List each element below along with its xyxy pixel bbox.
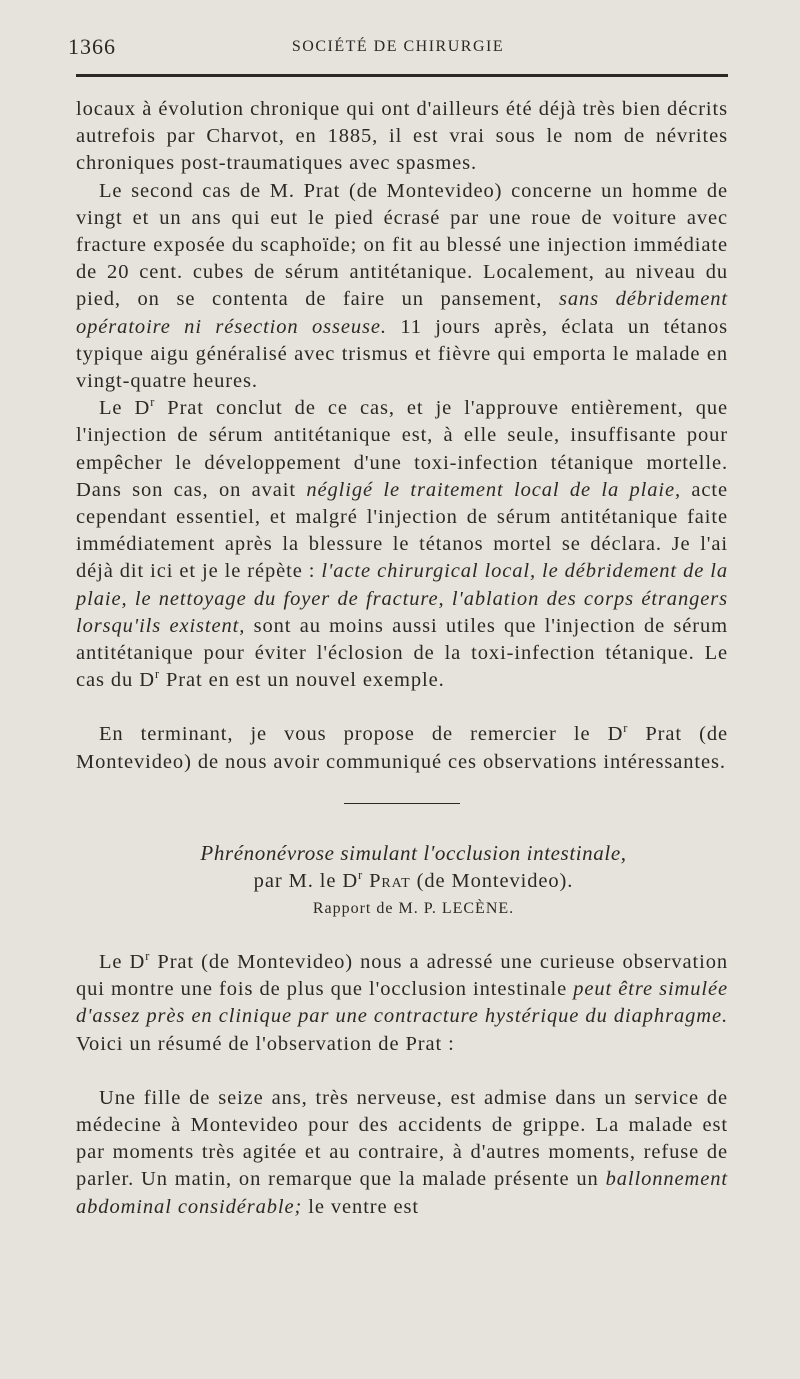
paragraph-4: En terminant, je vous propose de remercier le $D^r$ Prat (de Montevideo) de nous avoir communiqué ces observations intéressantes. [76,721,728,773]
article-title: Phrénonévrose simulant l'occlusion intestinale, [200,841,627,866]
body-text [76,96,728,1221]
paragraph-2: Le second cas de M. Prat (de Montevideo) concerne un homme de vingt et un ans qui eut le pied écrasé par une roue de voiture avec fracture exposée du scaphoïde; on fit au blessé une injection immédiate de 20 cent. cubes de sérum antitétanique. Localement, au niveau du pied, on se contenta de faire un pansement, sans débridement opératoire ni résection osseuse. 11 jours après, éclata un tétanos typique aigu généralisé avec trismus et fièvre qui emporta le malade en vingt-quatre heures. [76,179,728,393]
running-head: SOCIÉTÉ DE CHIRURGIE [291,38,505,55]
paragraph-1: locaux à évolution chronique qui ont d'ailleurs été déjà très bien décrits autrefois par Charvot, en 1885, il est vrai sous le nom de névrites chroniques post-traumatiques avec spasmes. [76,98,728,175]
article-byline: par M. le $D^r$ Prat (de Montevideo). [253,867,574,892]
paragraph-5: Le $D^r$ Prat (de Montevideo) nous a adressé une curieuse observation qui montre une fois de plus que l'occlusion intestinale peut être simulée d'assez près en clinique par une contracture hystérique du diaphragme. Voici un résumé de l'observation de Prat : [76,949,729,1055]
page-header [68,34,728,60]
page-number: 1366 [68,34,116,59]
paragraph-3: Le $D^r$ Prat conclut de ce cas, et je l'approuve entièrement, que l'injection de sérum antitétanique est, à elle seule, insuffisante pour empêcher le développement d'une toxi-infection tétanique mortelle. Dans son cas, on avait négligé le traitement local de la plaie, acte cependant essentiel, et malgré l'injection de sérum antitétanique faite immédiatement après la blessure le tétanos mortel se déclara. Je l'ai déjà dit ici et je le répète : l'acte chirurgical local, le débridement de la plaie, le nettoyage du foyer de fracture, l'ablation des corps étrangers lorsqu'ils existent, sont au moins aussi utiles que l'injection de sérum antitétanique pour éviter l'éclosion de la toxi-infection tétanique. Le cas du $D^r$ Prat en est un nouvel exemple. [76,395,729,692]
header-rule [76,74,728,77]
paragraph-6: Une fille de seize ans, très nerveuse, est admise dans un service de médecine à Montevideo pour des accidents de grippe. La malade est par moments très agitée et au contraire, à d'autres moments, refuse de parler. Un matin, on remarque que la malade présente un ballonnement abdominal considérable; le ventre est [76,1086,728,1218]
report-line: Rapport de M. P. LECÈNE. [312,899,515,917]
